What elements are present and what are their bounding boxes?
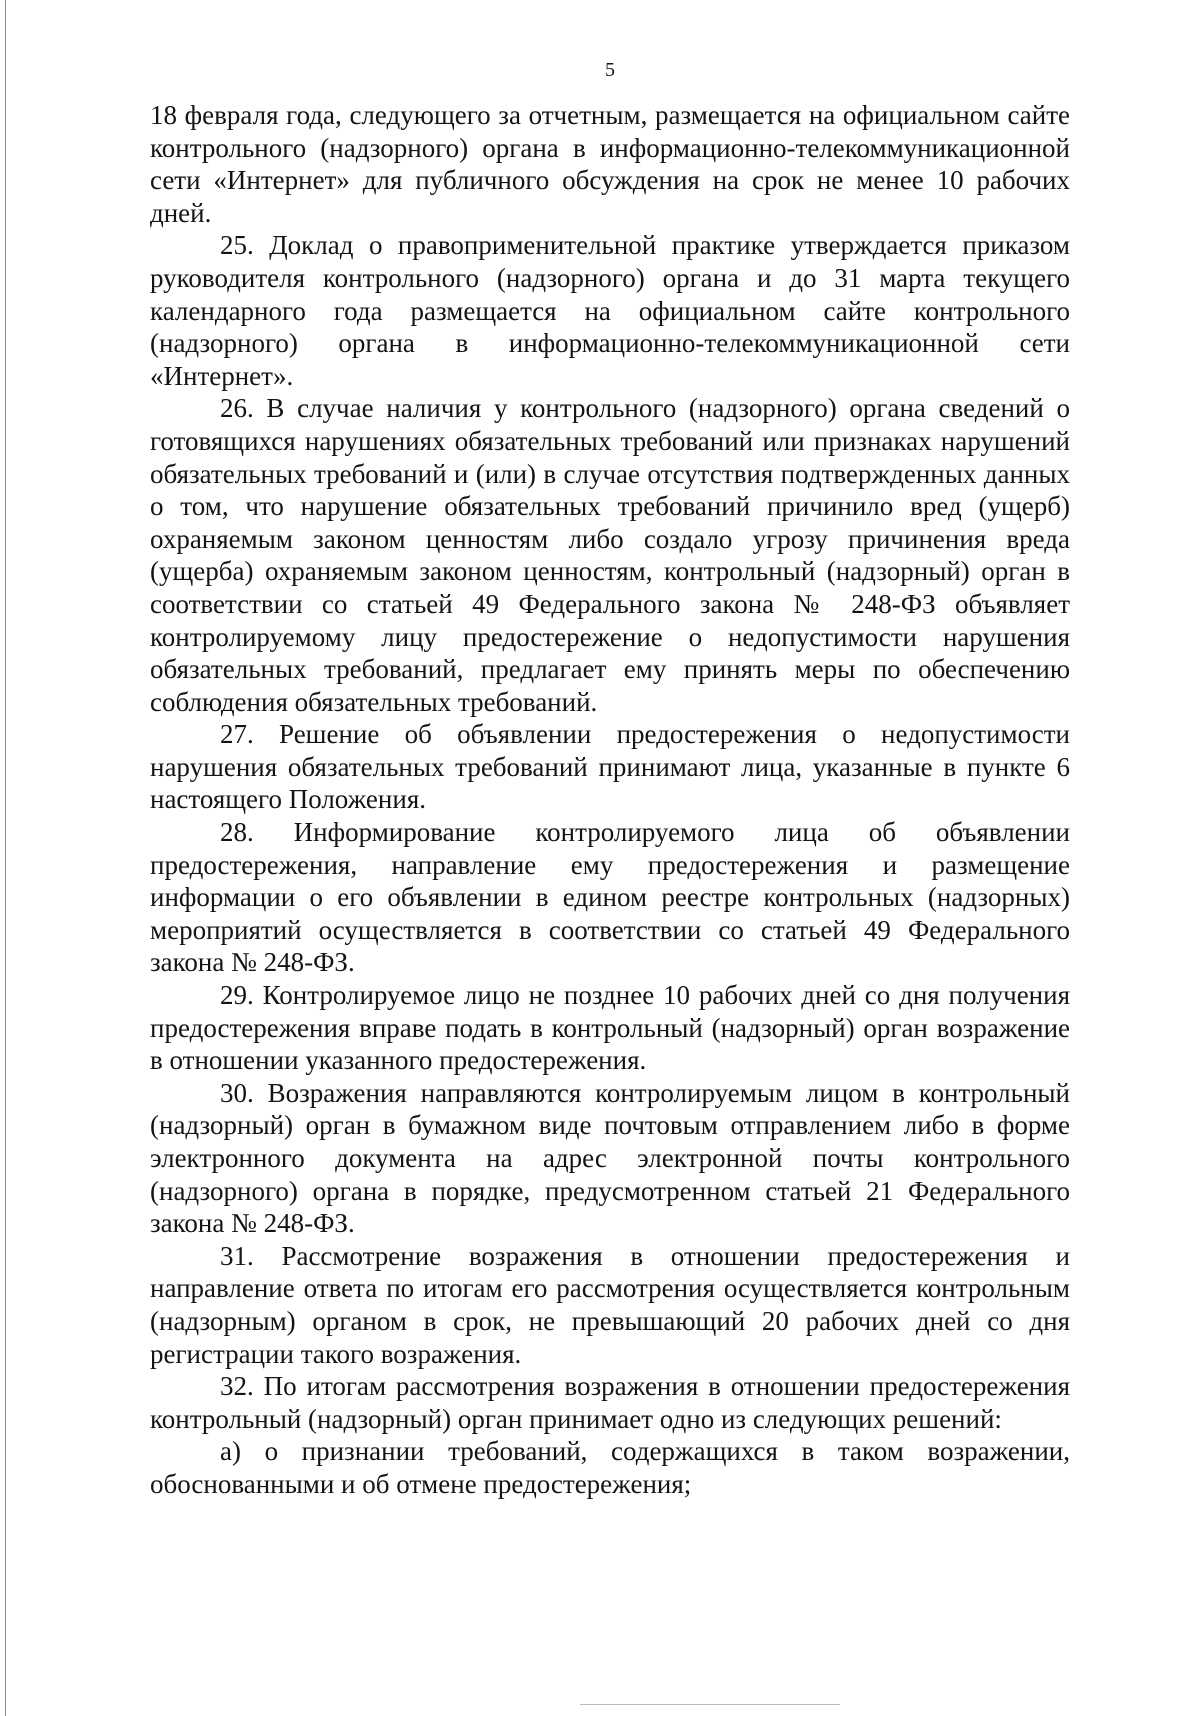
paragraph-32-item-a: а) о признании требований, содержащихся в таком возражении, обоснованными и об отмене предостережения; bbox=[150, 1436, 1070, 1499]
paragraph-27: 27. Решение об объявлении предостережения о недопустимости нарушения обязательных требований принимают лица, указанные в пункте 6 настоящего Положения. bbox=[150, 719, 1070, 815]
paragraph-28: 28. Информирование контролируемого лица об объявлении предостережения, направление ему предостережения и размещение информации о его объявлении в едином реестре контрольных (надзорных) мероприятий осуществляется в соответствии со статьей 49 Федерального закона № 248-ФЗ. bbox=[150, 817, 1070, 978]
paragraph-26: 26. В случае наличия у контрольного (надзорного) органа сведений о готовящихся нарушениях обязательных требований или признаках нарушений обязательных требований и (или) в случае отсутствия подтвержденных данных о том, что нарушение обязательных требований причинило вред (ущерб) охраняемым законом ценностям либо создало угрозу причинения вреда (ущерба) охраняемым законом ценностям, контрольный (надзорный) орган в соответствии со статьей 49 Федерального закона № 248-ФЗ объявляет контролируемому лицу предостережение о недопустимости нарушения обязательных требований, предлагает ему принять меры по обеспечению соблюдения обязательных требований. bbox=[150, 393, 1070, 717]
scan-edge-line bbox=[5, 0, 6, 1716]
page-number: 5 bbox=[605, 59, 615, 81]
paragraph-32: 32. По итогам рассмотрения возражения в отношении предостережения контрольный (надзорный) орган принимает одно из следующих решений: bbox=[150, 1371, 1070, 1434]
scan-footer-mark bbox=[580, 1704, 840, 1705]
paragraph-31: 31. Рассмотрение возражения в отношении предостережения и направление ответа по итогам его рассмотрения осуществляется контрольным (надзорным) органом в срок, не превышающий 20 рабочих дней со дня регистрации такого возражения. bbox=[150, 1240, 1070, 1369]
paragraph-25: 25. Доклад о правоприменительной практике утверждается приказом руководителя контрольного (надзорного) органа и до 31 марта текущего календарного года размещается на официальном сайте контрольного (надзорного) органа в информационно-телекоммуникационной сети «Интернет». bbox=[150, 230, 1070, 391]
paragraph-30: 30. Возражения направляются контролируемым лицом в контрольный (надзорный) орган в бумажном виде почтовым отправлением либо в форме электронного документа на адрес электронной почты контрольного (надзорного) органа в порядке, предусмотренном статьей 21 Федерального закона № 248-ФЗ. bbox=[150, 1077, 1070, 1239]
document-body bbox=[150, 99, 1070, 1501]
paragraph-29: 29. Контролируемое лицо не позднее 10 рабочих дней со дня получения предостережения вправе подать в контрольный (надзорный) орган возражение в отношении указанного предостережения. bbox=[150, 980, 1070, 1076]
paragraph-24-continuation: 18 февраля года, следующего за отчетным, размещается на официальном сайте контрольного (надзорного) органа в информационно-телекоммуникационной сети «Интернет» для публичного обсуждения на срок не менее 10 рабочих дней. bbox=[150, 100, 1070, 228]
